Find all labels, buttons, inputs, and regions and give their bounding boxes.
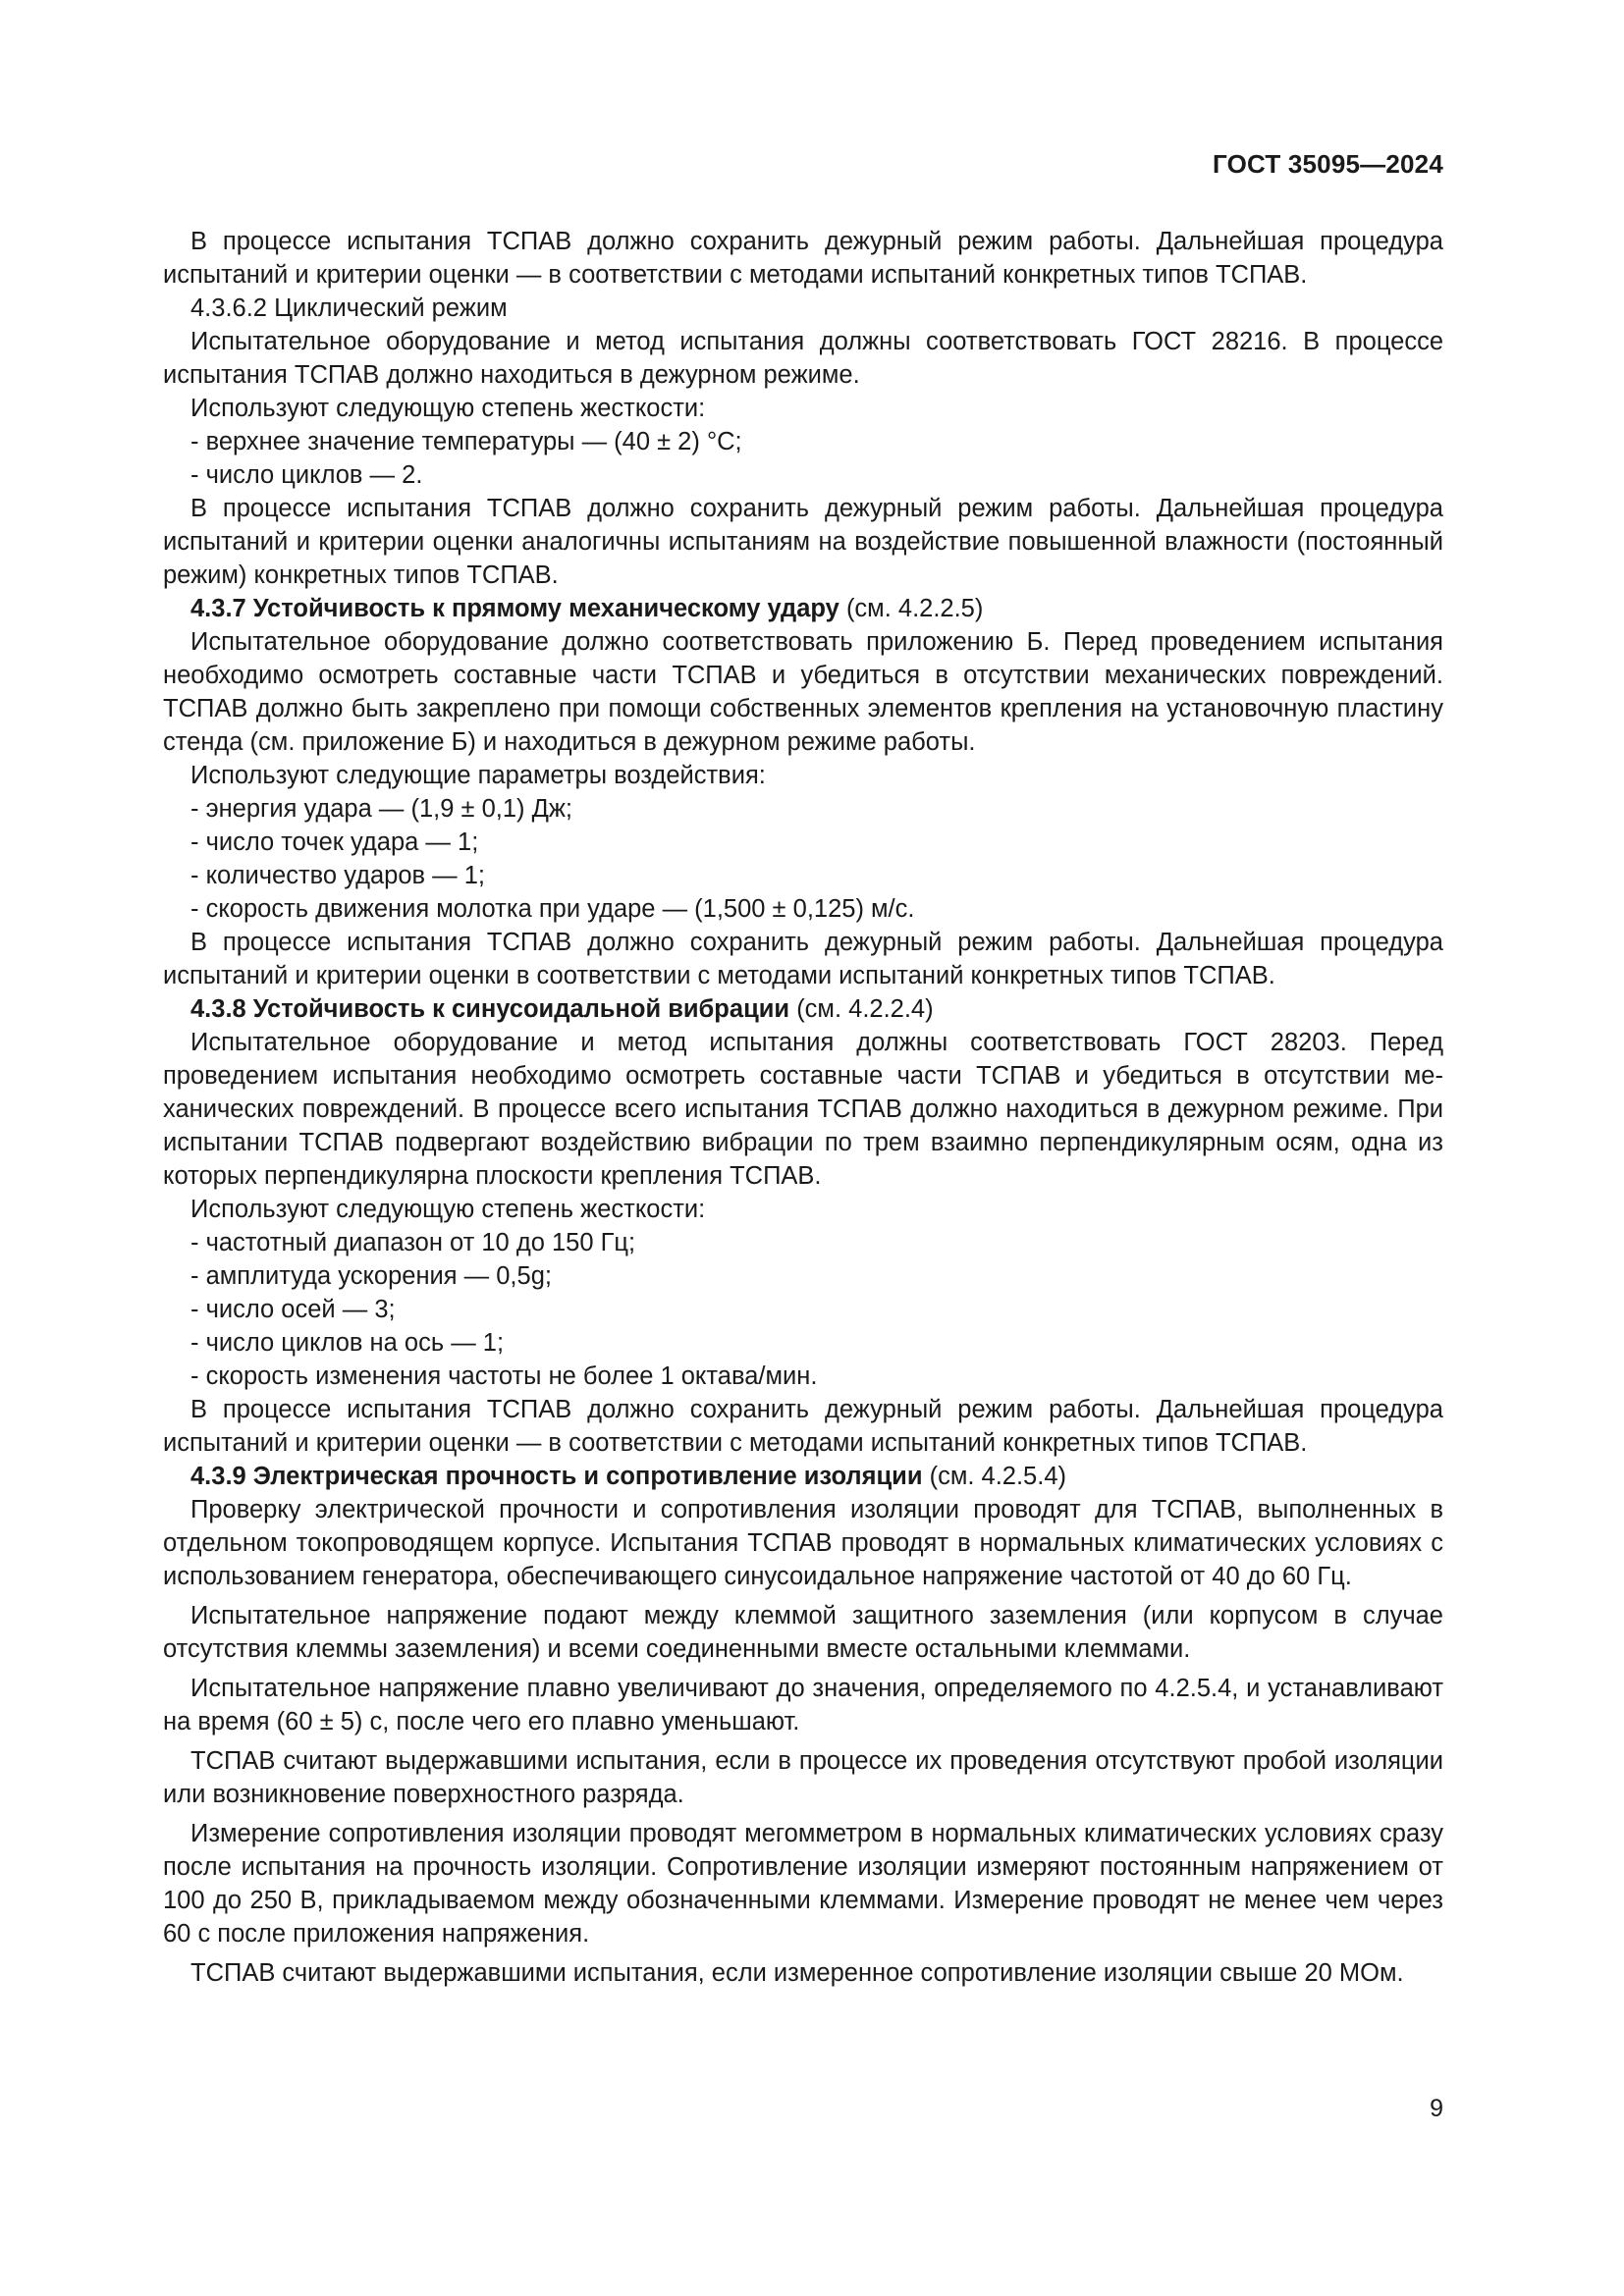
section-heading-title: 4.3.8 Устойчивость к синусоидальной вибрации [190,995,790,1023]
list-item: - амплитуда ускорения — 0,5g; [190,1262,552,1290]
paragraph: ТСПАВ считают выдержавшими испытания, если измеренное сопротивление изоляции свыше 20 МОм. [190,1959,1404,1987]
list-item: - количество ударов — 1; [190,862,485,889]
paragraph: Испытательное оборудование и метод испытания должны соответствовать ГОСТ 28216. В процессе испытания ТСПАВ должно находиться в дежурном режиме. [163,328,1443,389]
section-heading-reference: (см. 4.2.2.4) [789,995,934,1023]
section-heading-reference: (см. 4.2.5.4) [922,1463,1067,1490]
list-item: - частотный диапазон от 10 до 150 Гц; [190,1229,636,1256]
section-heading [163,1460,1443,1493]
list-item: - число осей — 3; [190,1296,396,1323]
list-item: - скорость изменения частоты не более 1 октава/мин. [190,1362,818,1390]
paragraph: Используют следующие параметры воздействия: [190,762,766,789]
section-heading [163,992,1443,1026]
paragraph: 4.3.6.2 Циклический режим [190,294,508,322]
paragraph: В процессе испытания ТСПАВ должно сохранить дежурный режим работы. Дальнейшая процедура испытаний и критерии оценки — в соответствии с методами испытаний конкретных типов ТСПАВ. [163,1396,1443,1457]
section-heading-title: 4.3.7 Устойчивость к прямому механическому удару [190,595,839,622]
section-heading-title: 4.3.9 Электрическая прочность и сопротивление изоляции [190,1463,923,1490]
list-item: - верхнее значение температуры — (40 ± 2) °С; [190,428,742,455]
paragraph: В процессе испытания ТСПАВ должно сохранить дежурный режим работы. Дальнейшая процедура испытаний и критерии оценки аналогичны испытаниям на воздействие повышенной влажности (постоянный режим) конкретных типов ТСПАВ. [163,495,1443,589]
list-item: - скорость движения молотка при ударе — (1,500 ± 0,125) м/с. [190,895,915,923]
paragraph: Используют следующую степень жесткости: [190,395,706,422]
paragraph: ТСПАВ считают выдержавшими испытания, если в процессе их проведения отсутствуют пробой изоляции или возникновение поверхностного разряда. [163,1747,1443,1808]
paragraph: Проверку электрической прочности и сопротивления изоляции проводят для ТСПАВ, выполненных в отдельном токопроводящем корпусе. Испытания ТСПАВ проводят в нормальных климатических условиях с использованием генератора, обеспечивающего синусоидальное напряжение частотой от 40 до 60 Гц. [163,1496,1443,1590]
list-item: - число циклов — 2. [190,461,423,489]
document-code-header: ГОСТ 35095—2024 [1213,149,1443,179]
section-heading [163,592,1443,625]
list-item: - число циклов на ось — 1; [190,1329,505,1357]
page-number: 9 [1430,2095,1443,2122]
paragraph: Испытательное оборудование должно соответствовать приложению Б. Перед проведением испытания необходимо осмотреть составные части ТСПАВ и убедиться в отсутствии механических повреждений. ТСПАВ должно быть закреплено при помощи собственных элементов крепления на установочную пластину стенда (см. приложение Б) и находиться в дежурном режиме работы. [163,628,1443,756]
paragraph: В процессе испытания ТСПАВ должно сохранить дежурный режим работы. Дальнейшая процедура испытаний и критерии оценки в соответствии с методами испытаний конкретных типов ТСПАВ. [163,929,1443,989]
paragraph: Измерение сопротивления изоляции проводят мегомметром в нормальных климатических условиях сразу после испытания на прочность изоляции. Сопротивление изоляции измеряют постоянным напряжением от 100 до 250 В, прикладываемом между обозначенными клеммами. Измерение проводят не менее чем через 60 с после приложения напряжения. [163,1820,1443,1948]
paragraph: Испытательное напряжение подают между клеммой защитного заземления (или корпусом в случае отсутствия клеммы заземления) и всеми соединенными вместе остальными клеммами. [163,1602,1443,1663]
list-item: - число точек удара — 1; [190,828,479,856]
section-heading-reference: (см. 4.2.2.5) [839,595,984,622]
list-item: - энергия удара — (1,9 ± 0,1) Дж; [190,795,573,823]
paragraph: В процессе испытания ТСПАВ должно сохранить дежурный режим работы. Дальнейшая процедура испытаний и критерии оценки — в соответствии с методами испытаний конкретных типов ТСПАВ. [163,228,1443,289]
paragraph: Испытательное оборудование и метод испытания должны соответствовать ГОСТ 28203. Перед проведением испытания необходимо осмотреть составные части ТСПАВ и убедиться в отсутствии механических повреждений. В процессе всего испытания ТСПАВ должно находиться в дежурном режиме. При испытании ТСПАВ подвергают воздействию вибрации по трем взаимно перпендикулярным осям, одна из которых перпендикулярна плоскости крепления ТСПАВ. [163,1029,1443,1190]
paragraph: Испытательное напряжение плавно увеличивают до значения, определяемого по 4.2.5.4, и устанавливают на время (60 ± 5) с, после чего его плавно уменьшают. [163,1675,1443,1735]
paragraph: Используют следующую степень жесткости: [190,1196,706,1223]
document-body [163,225,1443,1990]
